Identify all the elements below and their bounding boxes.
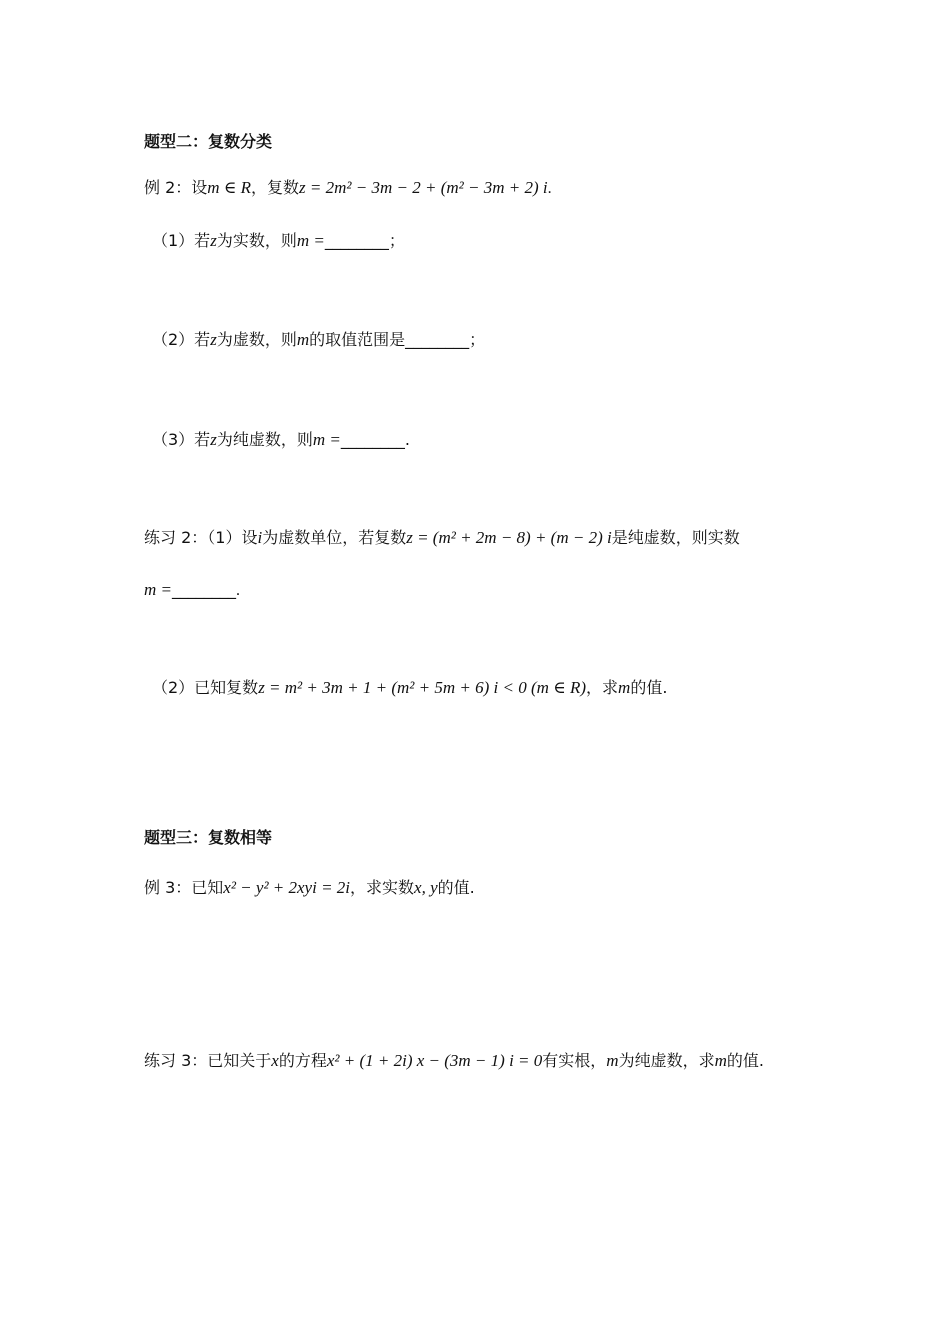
question-2-prefix: （2）若 [152,330,211,349]
question-2-rest: 的取值范围是 [309,330,406,349]
section3-title: 题型三：复数相等 [144,828,273,847]
question-2-suffix: ； [469,330,486,349]
example-2-mid: ，复数 [251,178,300,197]
question-3-suffix: . [404,430,410,449]
practice-2-question-2 [152,676,667,700]
question-1 [152,229,405,253]
practice-3-prefix: 练习 3：已知关于 [144,1051,272,1070]
practice-2-prefix: 练习 2：（1）设 [144,528,258,547]
practice-3-mid: 的方程 [278,1051,327,1070]
question-3 [152,428,410,452]
practice-2-q2-var: m [618,678,631,697]
question-3-mid: 为纯虚数，则 [216,430,313,449]
question-3-blank: ________ [340,430,405,449]
example-2-prefix: 例 2：设 [144,178,208,197]
question-2-blank: ________ [405,330,470,349]
question-3-var: z [210,430,217,449]
question-1-lhs: m = [296,231,325,250]
practice-2-q2-suffix: 的值. [630,678,668,697]
question-1-prefix: （1）若 [152,231,211,250]
practice-3-var2: m [606,1051,619,1070]
example-2 [144,176,552,201]
practice-2-q2-prefix: （2）已知复数 [152,678,259,697]
question-1-var: z [210,231,217,250]
practice-3-rest: 有实根， [542,1051,607,1070]
question-1-suffix: ； [388,231,405,250]
question-1-mid: 为实数，则 [216,231,297,250]
practice-2-answer-line [144,578,240,603]
practice-3-var: x [271,1051,279,1070]
section2-title: 题型二：复数分类 [144,132,273,151]
practice-2-lhs: m = [144,580,172,599]
question-1-blank: ________ [324,231,389,250]
practice-2-blank: ________ [172,580,236,599]
practice-2-suffix: . [236,582,240,599]
practice-2-expression: z = (m² + 2m − 8) + (m − 2) i [406,528,612,547]
example-3-prefix: 例 3：已知 [144,878,224,897]
example-3-suffix: 的值. [437,878,475,897]
practice-2-mid: 为虚数单位，若复数 [262,528,407,547]
question-2-mid: 为虚数，则 [216,330,297,349]
example-2-suffix: . [547,180,552,197]
practice-3-rest2: 为纯虚数，求 [618,1051,715,1070]
example-3-vars: x, y [414,878,438,897]
example-2-condition: m ∈ R [207,178,252,197]
practice-2-q2-expression: z = m² + 3m + 1 + (m² + 5m + 6) i < 0 (m ∈ R) [258,678,587,697]
practice-2 [144,526,740,550]
question-2 [152,328,485,352]
practice-2-rest: 是纯虚数，则实数 [611,528,740,547]
practice-3-var3: m [714,1051,727,1070]
example-3 [144,876,475,900]
practice-3-expression: x² + (1 + 2i) x − (3m − 1) i = 0 [326,1051,543,1070]
example-2-expression: z = 2m² − 3m − 2 + (m² − 3m + 2) i [299,178,548,197]
question-3-prefix: （3）若 [152,430,211,449]
practice-3-suffix: 的值. [726,1051,764,1070]
example-3-mid: ，求实数 [350,878,415,897]
question-2-var2: m [296,330,310,349]
practice-3 [144,1049,764,1073]
question-2-var: z [210,330,217,349]
practice-2-q2-mid: ，求 [586,678,619,697]
practice-2-var: i [257,528,263,547]
question-3-lhs: m = [312,430,341,449]
example-3-expression: x² − y² + 2xyi = 2i [223,878,351,897]
